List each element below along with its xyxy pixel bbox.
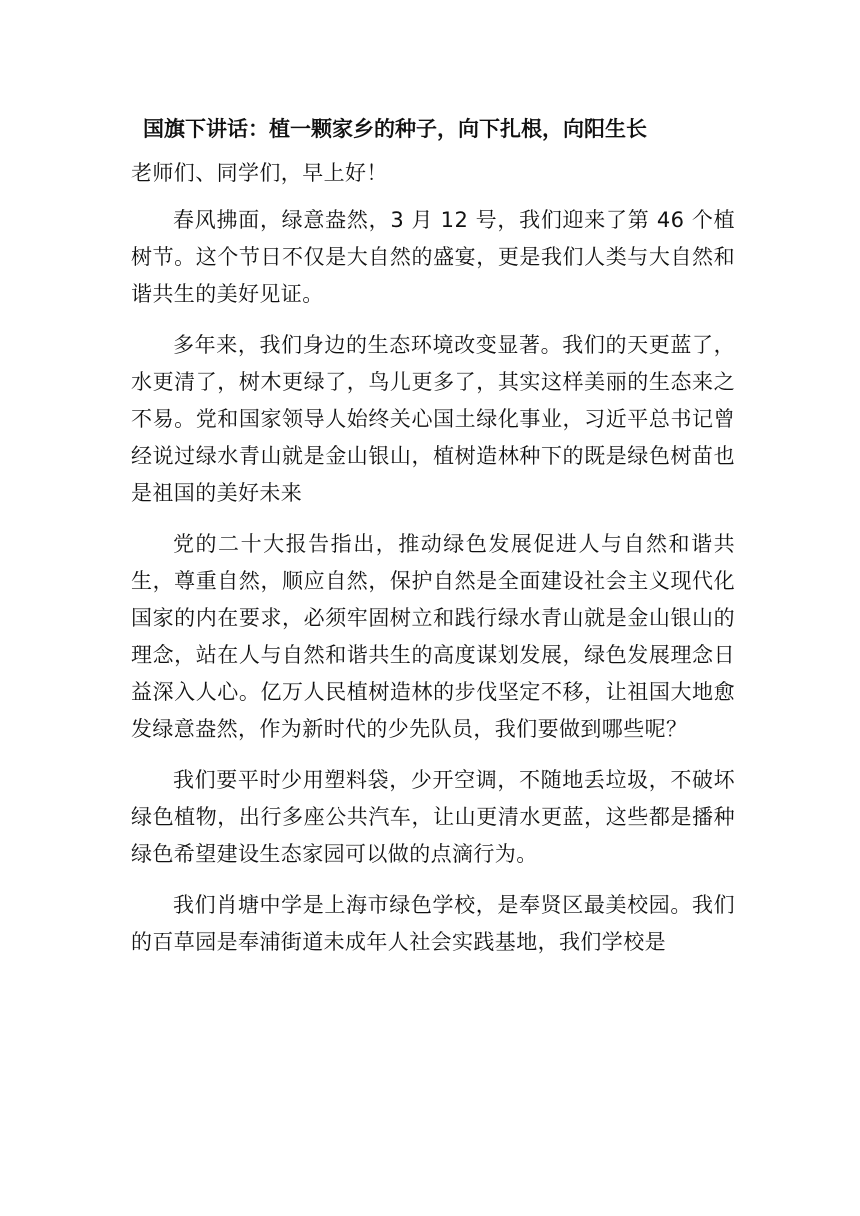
speech-title: 国旗下讲话：植一颗家乡的种子，向下扎根，向阳生长 [143,117,647,141]
paragraph-2: 多年来，我们身边的生态环境改变显著。我们的天更蓝了，水更清了，树木更绿了，鸟儿更多了，其实这样美丽的生态来之不易。党和国家领导人始终关心国土绿化事业，习近平总书记曾经说过绿水青山就是金山银山，植树造林种下的既是绿色树苗也是祖国的美好未来 [131,333,735,505]
paragraph-5: 我们肖塘中学是上海市绿色学校，是奉贤区最美校园。我们的百草园是奉浦街道未成年人社会实践基地，我们学校是 [131,893,735,954]
greeting: 老师们、同学们，早上好！ [131,161,388,185]
paragraph-4: 我们要平时少用塑料袋，少开空调，不随地丢垃圾，不破坏绿色植物，出行多座公共汽车，让山更清水更蓝，这些都是播种绿色希望建设生态家园可以做的点滴行为。 [131,768,735,866]
paragraph-1: 春风拂面，绿意盎然，3 月 12 号，我们迎来了第 46 个植树节。这个节日不仅是大自然的盛宴，更是我们人类与大自然和谐共生的美好见证。 [131,208,735,306]
document-body [131,114,735,961]
paragraph-3: 党的二十大报告指出，推动绿色发展促进人与自然和谐共生，尊重自然，顺应自然，保护自然是全面建设社会主义现代化国家的内在要求，必须牢固树立和践行绿水青山就是金山银山的理念，站在人与自然和谐共生的高度谋划发展，绿色发展理念日益深入人心。亿万人民植树造林的步伐坚定不移，让祖国大地愈发绿意盎然，作为新时代的少先队员，我们要做到哪些呢？ [131,532,735,741]
